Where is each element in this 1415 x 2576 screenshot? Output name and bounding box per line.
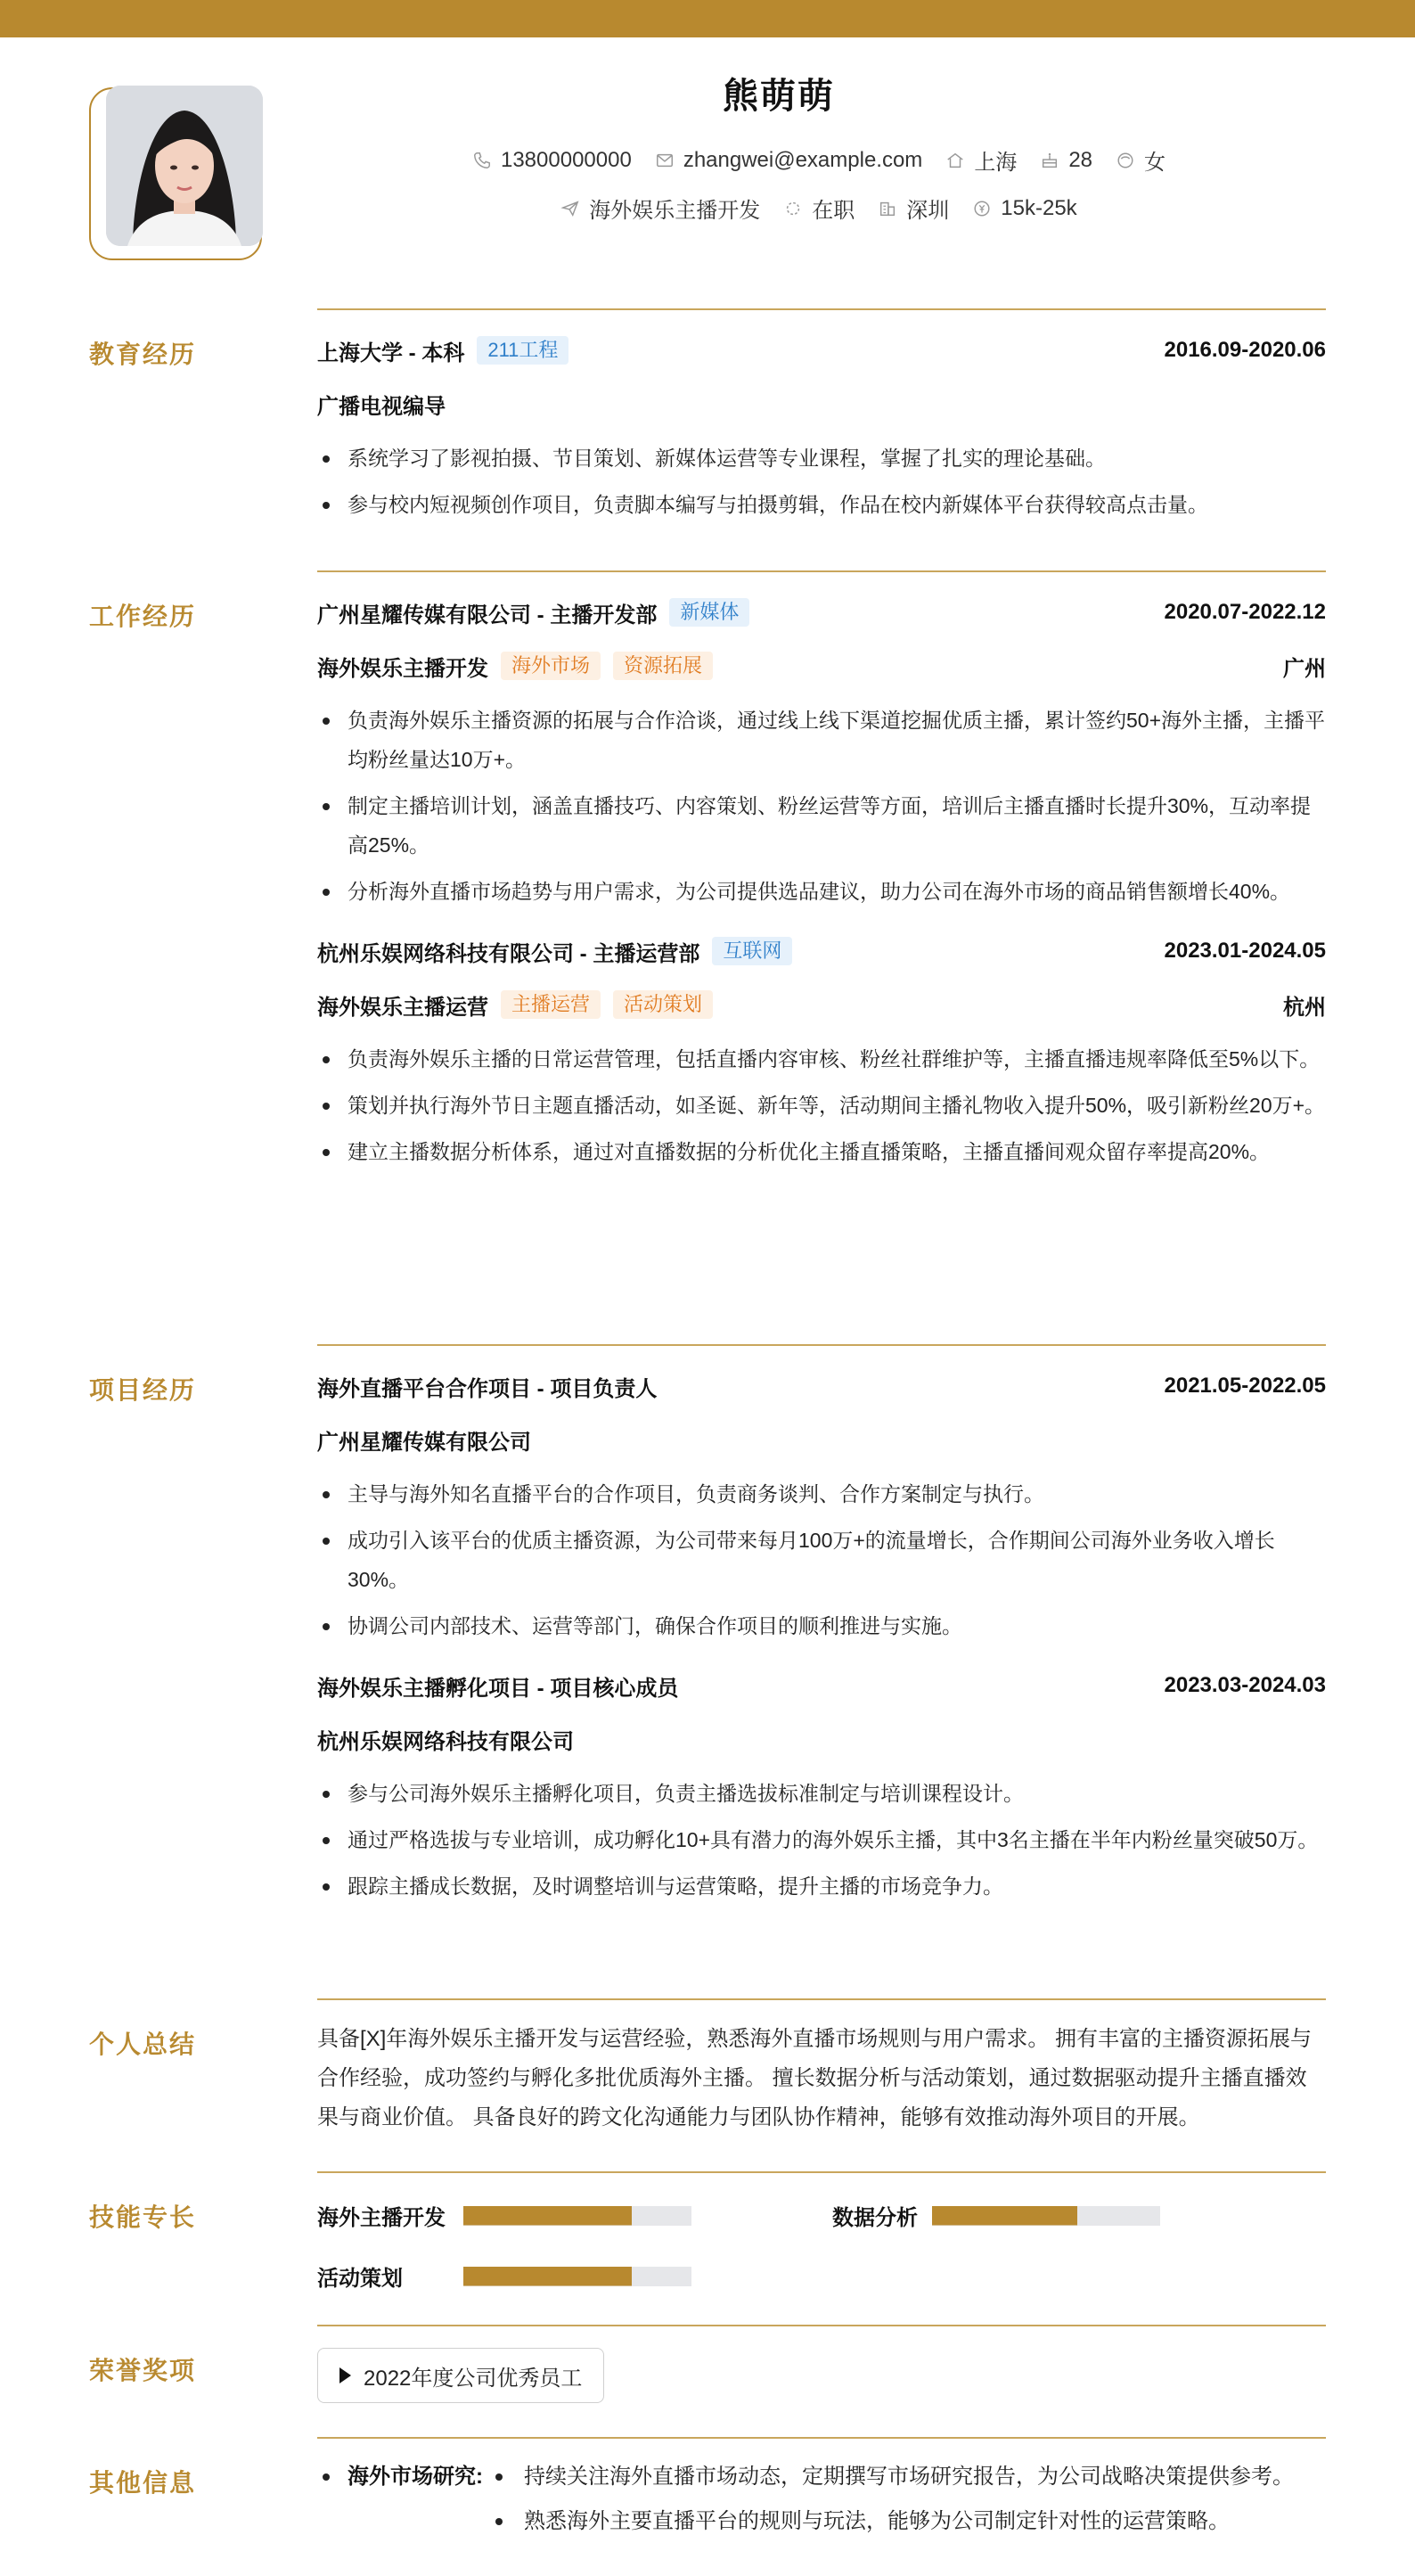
salary-item <box>972 196 1076 221</box>
skill-bar <box>932 2206 1160 2226</box>
summary-text: 具备[X]年海外娱乐主播开发与运营经验，熟悉海外直播市场规则与用户需求。 拥有丰富的主播资源拓展与合作经验，成功签约与孵化多批优质海外主播。 擅长数据分析与活动策划，通过数据驱动提升主播直播效果与商业价值。 具备良好的跨文化沟通能力与团队协作精神，能够有效推动海外项目的开展。 <box>317 2027 1313 2129</box>
skill-bar-fill <box>463 2206 632 2226</box>
skill-item <box>832 2200 1160 2231</box>
age-text: 28 <box>1068 147 1093 172</box>
play-triangle-icon <box>339 2367 351 2383</box>
award-chip <box>317 2348 604 2403</box>
school-tag: 211工程 <box>477 336 568 365</box>
section-divider <box>317 2325 1326 2326</box>
industry-tag: 互联网 <box>712 937 792 965</box>
list-item: 负责海外娱乐主播资源的拓展与合作洽谈，通过线上线下渠道挖掘优质主播，累计签约50+海外主播，主播平均粉丝量达10万+。 <box>317 701 1326 779</box>
list-item: 制定主播培训计划，涵盖直播技巧、内容策划、粉丝运营等方面，培训后主播直播时长提升30%，互动率提高25%。 <box>317 786 1326 865</box>
target-city-item <box>878 193 949 224</box>
other-value: 熟悉海外主要直播平台的规则与玩法，能够为公司制定针对性的运营策略。 <box>524 2509 1230 2533</box>
city-text: 上海 <box>974 151 1018 175</box>
list-item: 成功引入该平台的优质主播资源，为公司带来每月100万+的流量增长，合作期间公司海外业务收入增长30%。 <box>317 1521 1326 1599</box>
job-target-item <box>560 193 760 224</box>
job-intent-row <box>312 193 1326 224</box>
project-name: 海外娱乐主播孵化项目 - 项目核心成员 <box>317 1676 679 1701</box>
industry-tag: 新媒体 <box>669 598 749 627</box>
phone-item <box>472 148 632 173</box>
project-name: 海外直播平台合作项目 - 项目负责人 <box>317 1376 658 1401</box>
list-item: 跟踪主播成长数据，及时调整培训与运营策略，提升主播的市场竞争力。 <box>317 1866 1326 1906</box>
award-text: 2022年度公司优秀员工 <box>364 2366 583 2391</box>
target-city-text: 深圳 <box>906 199 950 223</box>
list-item: 通过严格选拔与专业培训，成功孵化10+具有潜力的海外娱乐主播，其中3名主播在半年内粉丝量突破50万。 <box>317 1820 1326 1859</box>
list-item <box>317 2455 1326 2499</box>
list-item: 负责海外娱乐主播的日常运营管理，包括直播内容审核、粉丝社群维护等，主播直播违规率降低至5%以下。 <box>317 1039 1326 1079</box>
contact-row <box>312 144 1326 176</box>
role-tag: 主播运营 <box>501 990 601 1019</box>
gender-item <box>1116 144 1166 176</box>
status-icon <box>783 199 803 218</box>
email-text: zhangwei@example.com <box>683 147 923 172</box>
list-item <box>317 2499 1326 2544</box>
job-role: 海外娱乐主播运营 <box>317 995 488 1020</box>
section-divider <box>317 2437 1326 2439</box>
school-name: 上海大学 - 本科 <box>317 340 465 365</box>
section-divider <box>317 1998 1326 2000</box>
skill-bar <box>463 2206 691 2226</box>
skill-bar-fill <box>932 2206 1077 2226</box>
section-title: 其他信息 <box>89 2469 197 2497</box>
education-bullets <box>317 439 1326 524</box>
major: 广播电视编导 <box>317 394 446 419</box>
project-bullets <box>317 1774 1326 1906</box>
section-title: 荣誉奖项 <box>89 2357 197 2384</box>
skills-section <box>89 2171 1326 2323</box>
list-item: 策划并执行海外节日主题直播活动，如圣诞、新年等，活动期间主播礼物收入提升50%，吸引新粉丝20万+。 <box>317 1086 1326 1125</box>
phone-icon <box>472 151 492 170</box>
section-divider <box>317 570 1326 572</box>
project-company: 杭州乐娱网络科技有限公司 <box>317 1729 574 1754</box>
skill-bar-fill <box>463 2267 632 2286</box>
status-text: 在职 <box>812 199 855 223</box>
list-item: 系统学习了影视拍摄、节目策划、新媒体运营等专业课程，掌握了扎实的理论基础。 <box>317 439 1326 478</box>
home-icon <box>945 151 965 170</box>
age-item <box>1040 148 1092 173</box>
job-location: 广州 <box>1283 656 1326 681</box>
role-tag: 资源拓展 <box>613 652 713 680</box>
cake-icon <box>1040 151 1059 170</box>
list-item: 协调公司内部技术、运营等部门，确保合作项目的顺利推进与实施。 <box>317 1606 1326 1645</box>
candidate-name: 熊萌萌 <box>723 77 835 116</box>
job-role: 海外娱乐主播开发 <box>317 656 488 681</box>
job-date: 2023.01-2024.05 <box>1164 939 1326 963</box>
other-value: 持续关注海外直播市场动态，定期撰写市场研究报告，为公司战略决策提供参考。 <box>524 2465 1294 2489</box>
person-icon <box>1116 151 1135 170</box>
bullet-dot <box>495 2473 503 2481</box>
top-accent-bar <box>0 0 1415 37</box>
other-key: 海外市场研究: <box>348 2465 483 2489</box>
list-item: 建立主播数据分析体系，通过对直播数据的分析优化主播直播策略，主播直播间观众留存率提高20%。 <box>317 1132 1326 1171</box>
status-item <box>783 193 855 224</box>
section-title: 技能专长 <box>89 2203 197 2231</box>
bullet-dot <box>323 2473 330 2481</box>
city-item <box>945 144 1017 176</box>
list-item: 参与公司海外娱乐主播孵化项目，负责主播选拔标准制定与培训课程设计。 <box>317 1774 1326 1813</box>
skill-name: 活动策划 <box>317 2267 403 2291</box>
gender-text: 女 <box>1144 151 1166 175</box>
section-divider <box>317 2171 1326 2173</box>
project-date: 2021.05-2022.05 <box>1164 1374 1326 1398</box>
job-location: 杭州 <box>1283 995 1326 1020</box>
skill-name: 海外主播开发 <box>317 2206 446 2230</box>
mail-icon <box>655 151 675 170</box>
section-divider <box>317 308 1326 310</box>
list-item: 参与校内短视频创作项目，负责脚本编写与拍摄剪辑，作品在校内新媒体平台获得较高点击量。 <box>317 485 1326 524</box>
salary-text: 15k-25k <box>1001 195 1077 220</box>
job-bullets <box>317 701 1326 911</box>
skill-item <box>317 2200 691 2231</box>
company-name: 广州星耀传媒有限公司 - 主播开发部 <box>317 603 658 628</box>
skill-name: 数据分析 <box>832 2206 918 2230</box>
send-icon <box>560 199 580 218</box>
building-icon <box>878 199 897 218</box>
section-divider <box>317 1344 1326 1346</box>
section-title: 工作经历 <box>89 603 197 630</box>
list-item: 主导与海外知名直播平台的合作项目，负责商务谈判、合作方案制定与执行。 <box>317 1474 1326 1514</box>
job-date: 2020.07-2022.12 <box>1164 600 1326 624</box>
project-bullets <box>317 1474 1326 1645</box>
skill-item <box>317 2260 691 2292</box>
job-target-text: 海外娱乐主播开发 <box>589 199 761 223</box>
role-tag: 活动策划 <box>613 990 713 1019</box>
project-company: 广州星耀传媒有限公司 <box>317 1430 531 1455</box>
role-tag: 海外市场 <box>501 652 601 680</box>
section-title: 教育经历 <box>89 340 197 368</box>
section-title: 个人总结 <box>89 2030 197 2058</box>
email-item <box>655 148 923 173</box>
section-title: 项目经历 <box>89 1376 197 1404</box>
skill-bar <box>463 2267 691 2286</box>
project-date: 2023.03-2024.03 <box>1164 1673 1326 1697</box>
job-bullets <box>317 1039 1326 1171</box>
phone-text: 13800000000 <box>500 147 632 172</box>
company-name: 杭州乐娱网络科技有限公司 - 主播运营部 <box>317 941 700 966</box>
money-icon <box>972 199 992 218</box>
list-item: 分析海外直播市场趋势与用户需求，为公司提供选品建议，助力公司在海外市场的商品销售额增长40%。 <box>317 872 1326 911</box>
bullet-dot <box>495 2518 503 2525</box>
education-date: 2016.09-2020.06 <box>1164 338 1326 362</box>
